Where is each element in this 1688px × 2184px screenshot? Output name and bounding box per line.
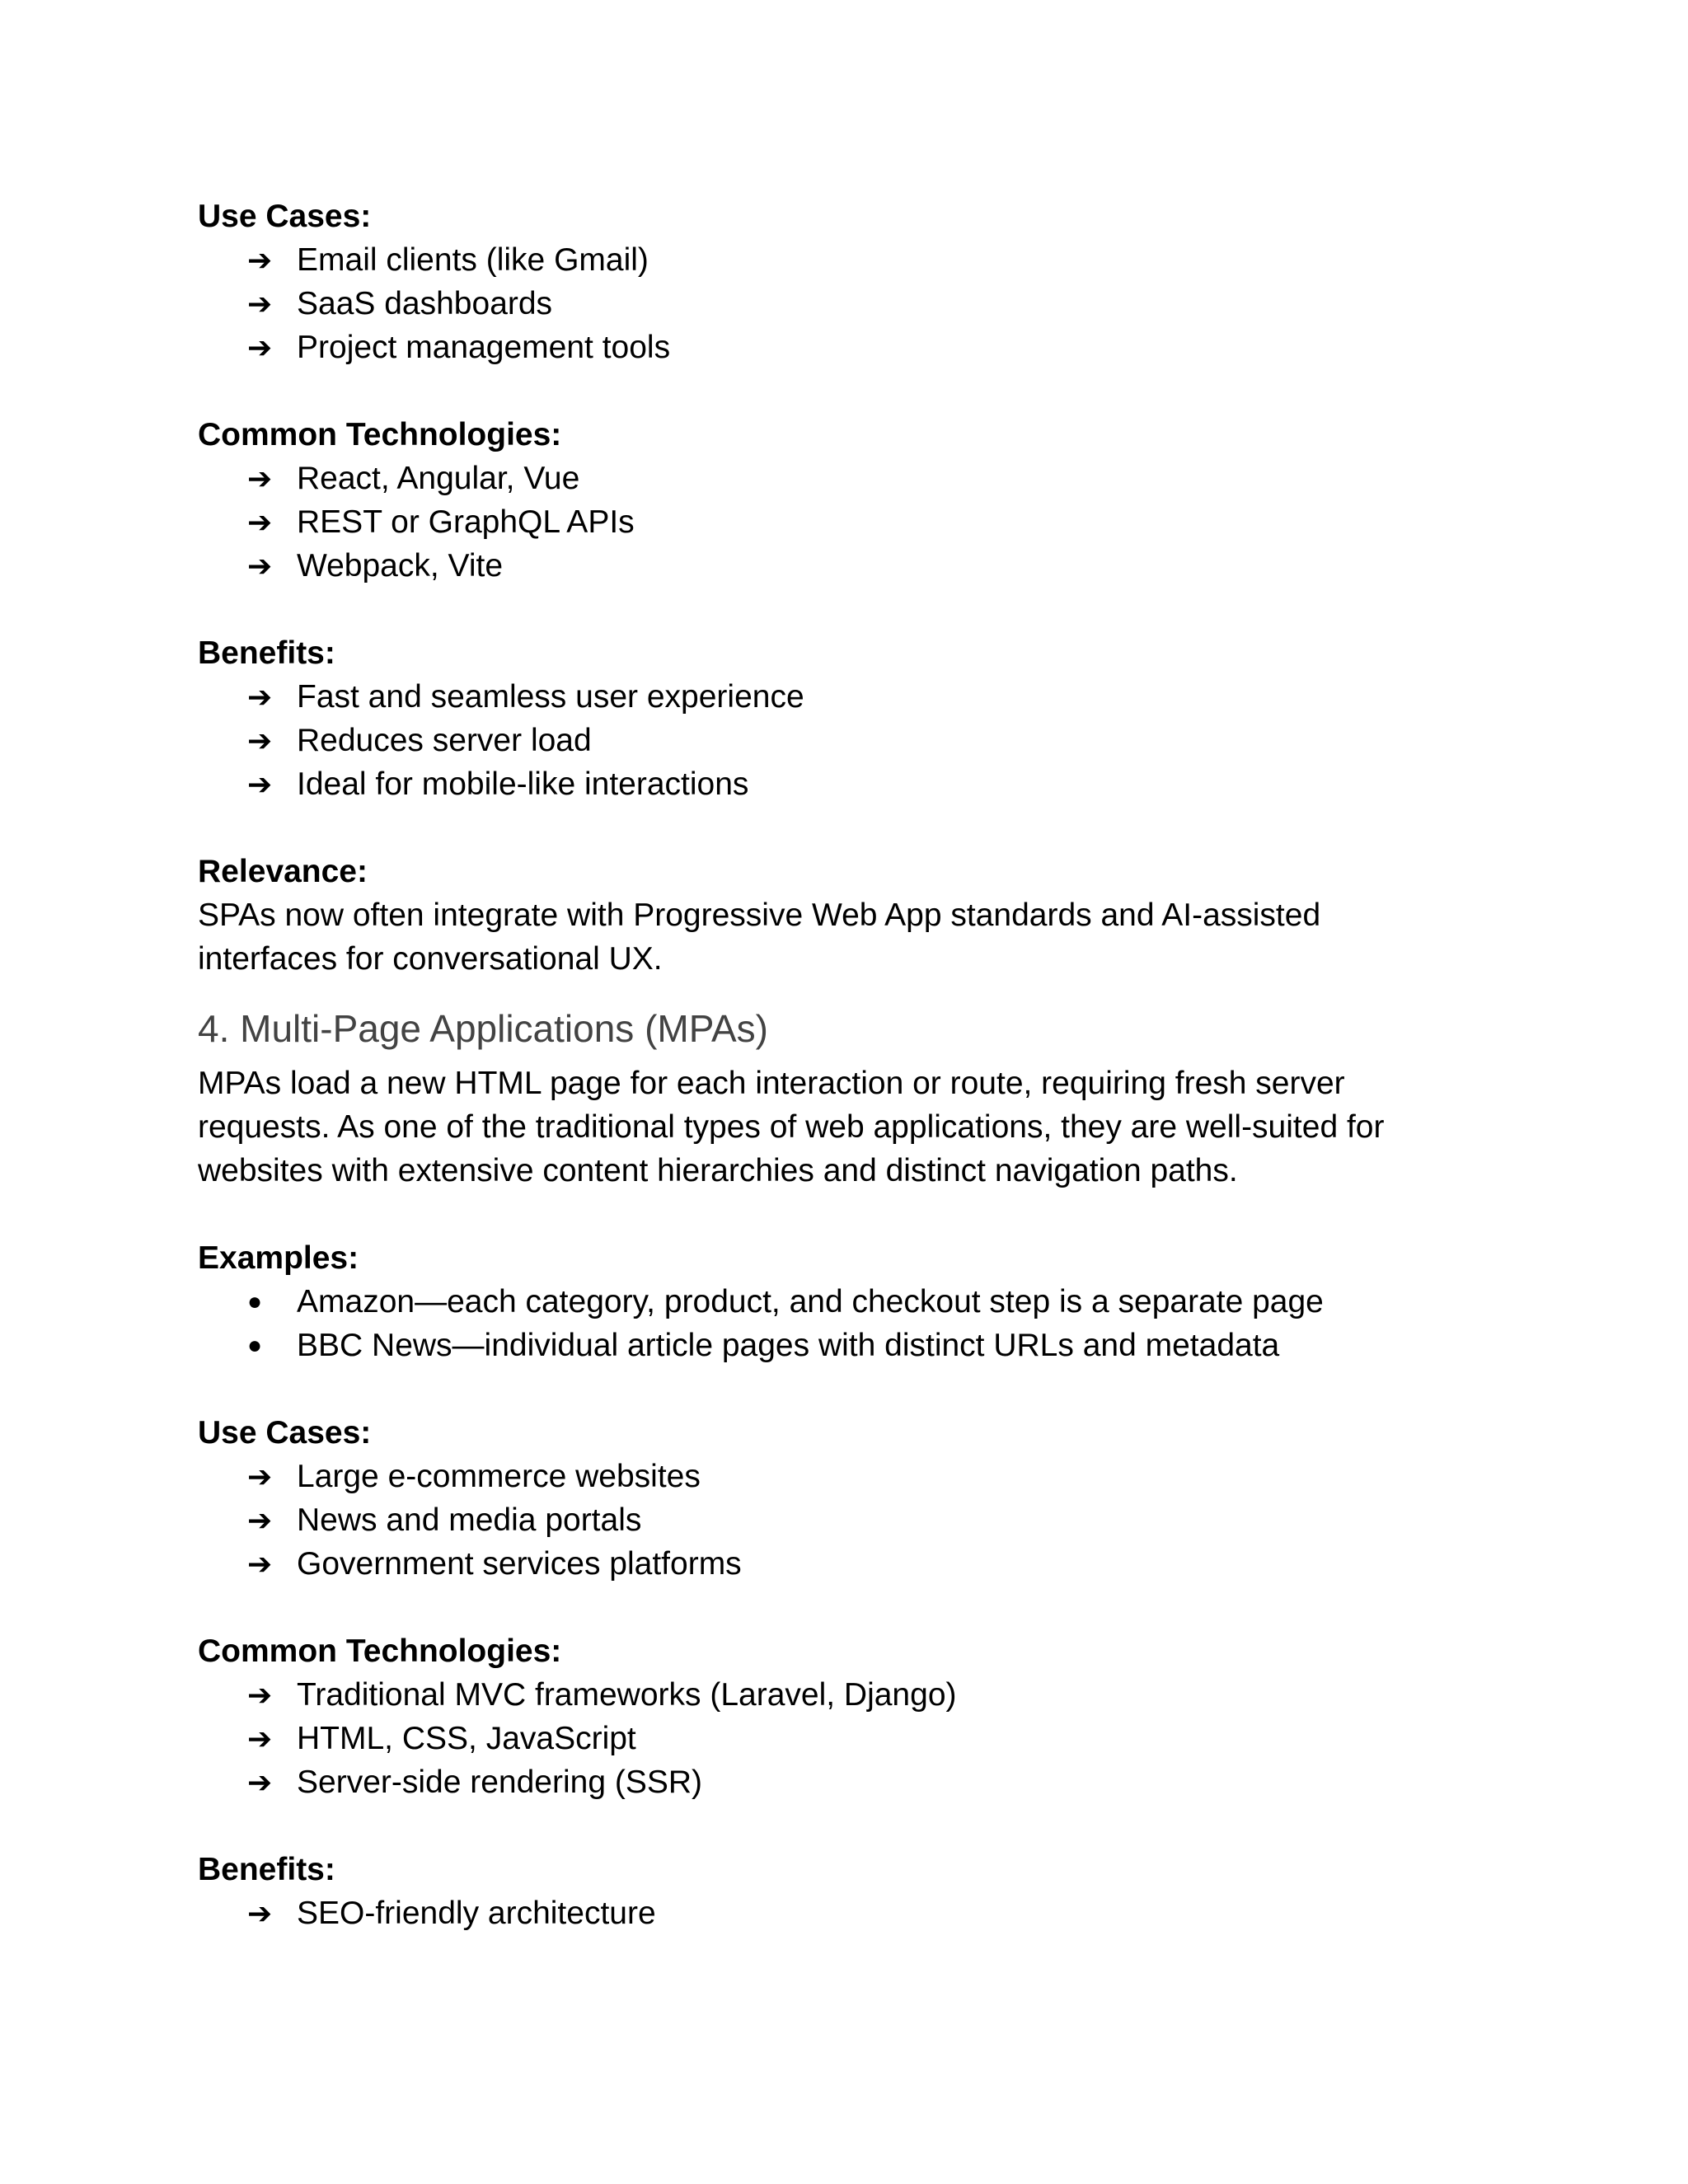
list-item: ➔ Ideal for mobile-like interactions — [198, 762, 1484, 806]
use-cases-label: Use Cases: — [198, 199, 372, 234]
arrow-icon: ➔ — [247, 287, 273, 321]
benefits-label: Benefits: — [198, 635, 335, 671]
list-item: ➔ Government services platforms — [198, 1542, 1484, 1586]
list-item: ➔ Server-side rendering (SSR) — [198, 1760, 1484, 1804]
list-item: ➔ REST or GraphQL APIs — [198, 500, 1484, 544]
technologies-list — [198, 457, 1484, 588]
list-item: ➔ React, Angular, Vue — [198, 457, 1484, 500]
benefits-list — [198, 1891, 1484, 1935]
document-page — [198, 194, 1484, 1935]
arrow-icon: ➔ — [247, 724, 273, 757]
arrow-icon: ➔ — [247, 549, 273, 583]
spacer — [198, 588, 1484, 631]
arrow-icon: ➔ — [247, 462, 273, 495]
list-item: ➔ Fast and seamless user experience — [198, 675, 1484, 719]
arrow-icon: ➔ — [247, 505, 273, 539]
list-item: ➔ Project management tools — [198, 326, 1484, 369]
spacer — [198, 1804, 1484, 1848]
arrow-icon: ➔ — [247, 1722, 273, 1755]
section-heading: 4. Multi-Page Applications (MPAs) — [198, 1007, 768, 1050]
arrow-icon: ➔ — [247, 1460, 273, 1493]
mpa-paragraph-line: MPAs load a new HTML page for each interaction or route, requiring fresh server — [198, 1066, 1345, 1101]
arrow-icon: ➔ — [247, 1503, 273, 1537]
arrow-icon: ➔ — [247, 243, 273, 277]
list-item: ➔ HTML, CSS, JavaScript — [198, 1717, 1484, 1760]
arrow-icon: ➔ — [247, 1678, 273, 1712]
list-item: ➔ Webpack, Vite — [198, 544, 1484, 588]
technologies-list — [198, 1673, 1484, 1804]
benefits-list — [198, 675, 1484, 806]
spacer — [198, 806, 1484, 850]
mpa-paragraph-line: requests. As one of the traditional types of web applications, they are well-suited for — [198, 1109, 1385, 1145]
spacer — [198, 1367, 1484, 1411]
list-item: ➔ Large e-commerce websites — [198, 1455, 1484, 1498]
arrow-icon: ➔ — [247, 680, 273, 714]
use-cases-list — [198, 238, 1484, 369]
list-item: ➔ SEO-friendly architecture — [198, 1891, 1484, 1935]
list-item: ➔ SaaS dashboards — [198, 282, 1484, 326]
use-cases-list — [198, 1455, 1484, 1586]
arrow-icon: ➔ — [247, 1896, 273, 1930]
bullet-icon: ● — [247, 1288, 263, 1315]
examples-list — [198, 1280, 1484, 1367]
spacer — [198, 369, 1484, 413]
list-item: ➔ Traditional MVC frameworks (Laravel, Django) — [198, 1673, 1484, 1717]
arrow-icon: ➔ — [247, 330, 273, 364]
list-item: ● BBC News—individual article pages with distinct URLs and metadata — [198, 1324, 1484, 1367]
list-item: ➔ Reduces server load — [198, 719, 1484, 762]
bullet-icon: ● — [247, 1332, 263, 1359]
spacer — [198, 1586, 1484, 1629]
list-item: ➔ Email clients (like Gmail) — [198, 238, 1484, 282]
list-item: ● Amazon—each category, product, and checkout step is a separate page — [198, 1280, 1484, 1324]
relevance-line: SPAs now often integrate with Progressive Web App standards and AI-assisted — [198, 898, 1321, 933]
benefits-label: Benefits: — [198, 1852, 335, 1887]
relevance-label: Relevance: — [198, 854, 368, 889]
use-cases-label: Use Cases: — [198, 1415, 372, 1451]
list-item: ➔ News and media portals — [198, 1498, 1484, 1542]
arrow-icon: ➔ — [247, 1547, 273, 1581]
arrow-icon: ➔ — [247, 1765, 273, 1799]
technologies-label: Common Technologies: — [198, 417, 562, 452]
arrow-icon: ➔ — [247, 767, 273, 801]
mpa-paragraph-line: websites with extensive content hierarchies and distinct navigation paths. — [198, 1153, 1238, 1188]
spacer — [198, 1193, 1484, 1236]
relevance-line: interfaces for conversational UX. — [198, 941, 663, 977]
examples-label: Examples: — [198, 1240, 359, 1276]
technologies-label: Common Technologies: — [198, 1633, 562, 1669]
